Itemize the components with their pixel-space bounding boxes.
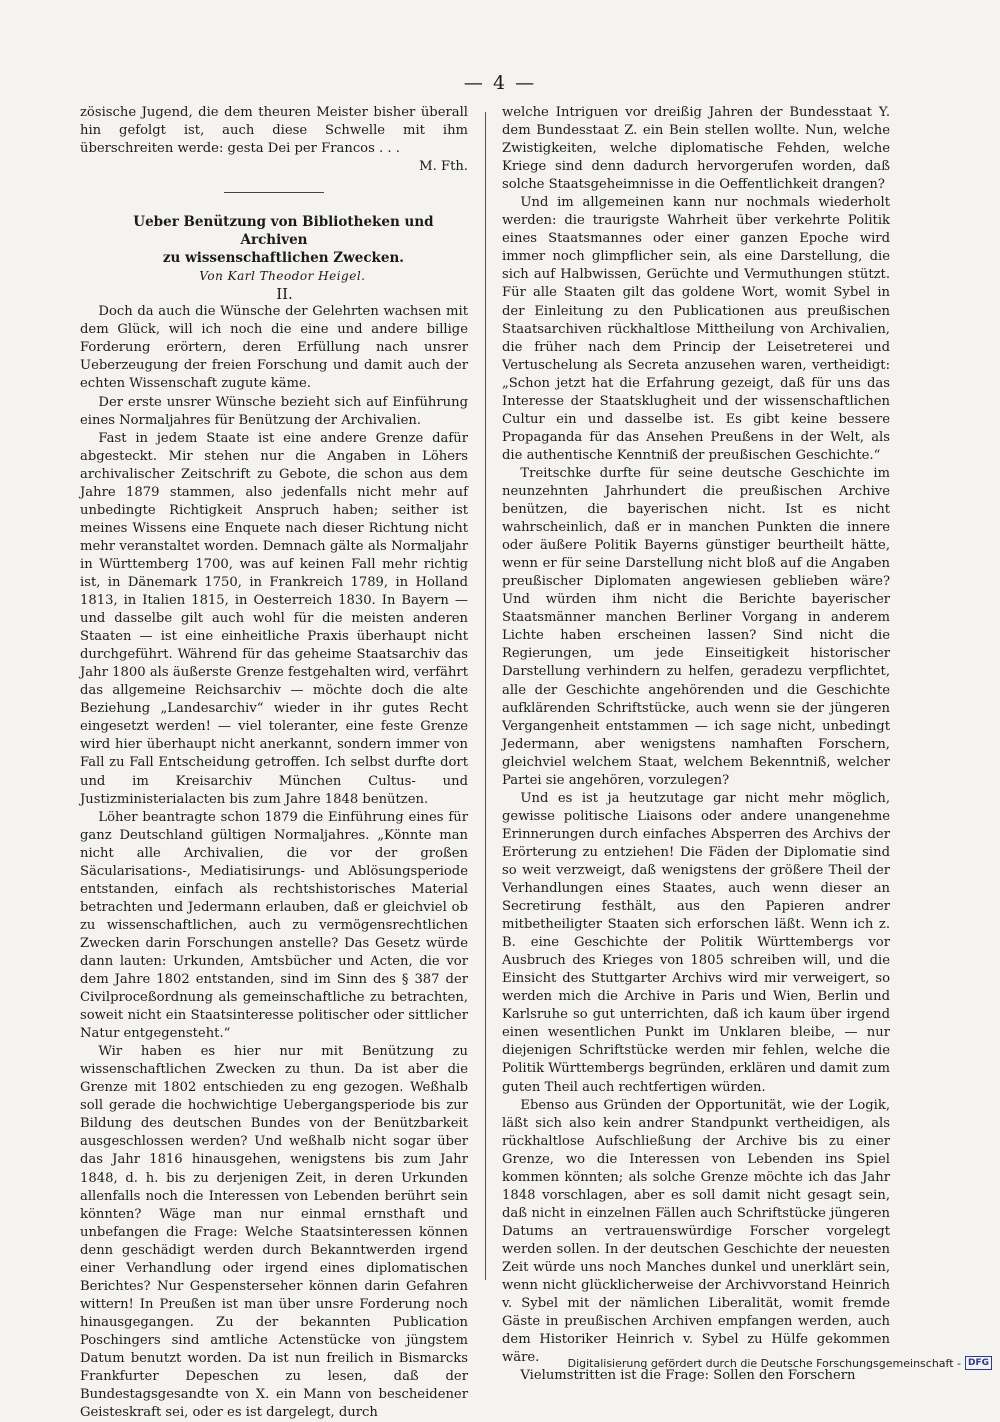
section-divider	[224, 192, 324, 193]
text-paragraph: Treitschke durfte für seine deutsche Geschichte im neunzehnten Jahrhundert die preußischen Archive benützen, die bayerischen nicht. Ist es nicht wahrscheinlich, daß er in manchen Punkten die innere oder äußere Politik Bayerns günstiger beurtheilt hätte, wenn er für seine Darstellung nicht bloß auf die Angaben preußischer Diplomaten angewiesen geblieben wäre? Und würden ihm nicht die Berichte bayerischer Staatsmänner manchen Berliner Vorgang in anderem Lichte haben erscheinen lassen? Sind nicht die Regierungen, um jede Einseitigkeit historischer Darstellung verhindern zu helfen, geradezu verpflichtet, alle der Geschichte angehörenden und die Geschichte aufklärenden Schriftstücke, auch wenn sie der jüngeren Vergangenheit entstammen — ich sage nicht, unbedingt Jedermann, aber wenigstens namhaften Forschern, gleichviel welchem Staat, welchem Bekenntniß, welcher Partei sie angehören, vorzulegen?	[502, 465, 890, 788]
article-part-number: II.	[276, 285, 293, 304]
page-number: — 4 —	[463, 72, 537, 94]
text-paragraph: Und im allgemeinen kann nur nochmals wiederholt werden: die traurigste Wahrheit über verkehrte Politik eines Staatsmannes oder einer ganzen Epoche wird immer noch glimpflicher sein, als eine Darstellung, die sich auf Halbwissen, Gerüchte und Vermuthungen stützt. Für alle Staaten gilt das goldene Wort, womit Sybel in der Einleitung zu den Publicationen aus preußischen Staatsarchiven rückhaltlose Mittheilung von Archivalien, die früher nach dem Princip der Leisetreterei und Vertuschelung als Secreta anzusehen waren, vertheidigt: „Schon jetzt hat die Erfahrung gezeigt, daß für uns das Interesse der Staatsklugheit und der wissenschaftlichen Cultur ein und dasselbe ist. Es gibt keine bessere Propaganda für das Ansehen Preußens in der Welt, als die authentische Kenntniß der preußischen Geschichte.“	[502, 195, 890, 463]
article-title-line-2: zu wissenschaftlichen Zwecken.	[162, 250, 404, 267]
text-paragraph: Vielumstritten ist die Frage: Sollen den Forschern	[520, 1368, 856, 1384]
footer-text: Digitalisierung gefördert durch die Deutsche Forschungsgemeinschaft -	[567, 1356, 961, 1370]
text-paragraph: Und es ist ja heutzutage gar nicht mehr möglich, gewisse politische Liaisons oder andere unangenehme Erinnerungen durch einfaches Absperren des Archivs der Erörterung zu entziehen! Die Fäden der Diplomatie sind so weit verzweigt, daß wenigstens der größere Theil der Verhandlungen eines Staates, auch wenn dieser an Secretirung festhält, aus den Papieren andrer mitbetheiligter Staaten sich erforschen läßt. Wenn ich z. B. eine Geschichte der Politik Württembergs vor Ausbruch des Krieges von 1805 schreiben will, und die Einsicht des Stuttgarter Archivs wird mir verweigert, so werden mich die Archive in Paris und Wien, Berlin und Karlsruhe so gut unterrichten, daß ich kaum über irgend einen wesentlichen Punkt im Unklaren bleibe, — nur diejenigen Schriftstücke werden mir fehlen, welche die Politik Württembergs begründen, erklären und damit zum guten Theil auch rechtfertigen würden.	[502, 790, 890, 1095]
text-paragraph: Wir haben es hier nur mit Benützung zu wissenschaftlichen Zwecken zu thun. Da ist aber die Grenze mit 1802 entschieden zu eng gezogen. Weßhalb soll gerade die hochwichtige Uebergangsperiode bis zur Bildung des deutschen Bundes von der Benützbarkeit ausgeschlossen werden? Und weßhalb nicht sogar über das Jahr 1816 hinausgehen, wenigstens bis zum Jahr 1848, d. h. bis zu derjenigen Zeit, in deren Urkunden allenfalls noch die Interessen von Lebenden berührt sein könnten? Wäge man nur einmal ernsthaft und unbefangen die Frage: Welche Staatsinteressen können denn geschädigt werden durch Bekanntwerden irgend einer Verhandlung oder irgend eines diplomatischen Berichtes? Nur Gespensterseher können darin Gefahren wittern! In Preußen ist man über unsre Forderung noch hinausgegangen. Zu der bekannten Publication Poschingers sind amtliche Actenstücke von jüngstem Datum benutzt worden. Da ist nun freilich in Bismarcks Frankfurter Depeschen zu lesen, daß der Bundestagsgesandte von X. ein Mann von bescheidener Geisteskraft sei, oder es ist dargelegt, durch	[80, 1044, 468, 1421]
text-paragraph: Ebenso aus Gründen der Opportunität, wie der Logik, läßt sich also kein andrer Standpunkt vertheidigen, als rückhaltlose Aufschließung der Archive bis zu einer Grenze, wo die Interessen von Lebenden ins Spiel kommen könnten; als solche Grenze möchte ich das Jahr 1848 vorschlagen, aber es soll damit nicht gesagt sein, daß nicht in einzelnen Fällen auch Schriftstücke jüngeren Datums an vertrauenswürdige Forscher vorgelegt werden sollen. In der deutschen Geschichte der neuesten Zeit würde uns noch Manches dunkel und unerklärt sein, wenn nicht glücklicherweise der Archivvorstand Heinrich v. Sybel mit der nämlichen Liberalität, womit fremde Gäste in preußischen Archiven empfangen werden, auch dem Historiker Heinrich v. Sybel zu Hülfe gekommen wäre.	[502, 1097, 890, 1366]
dfg-logo-icon: DFG	[965, 1356, 992, 1370]
left-column	[80, 104, 468, 1422]
footer-credit	[568, 1356, 992, 1370]
right-column	[502, 104, 890, 1385]
text-paragraph: Der erste unsrer Wünsche bezieht sich auf Einführung eines Normaljahres für Benützung der Archivalien.	[80, 394, 468, 428]
text-paragraph: Löher beantragte schon 1879 die Einführung eines für ganz Deutschland gültigen Normaljahres. „Könnte man nicht alle Archivalien, die vor der großen Säcularisations-, Mediatisirungs- und Ablösungsperiode entstanden, einfach als rechtshistorisches Material betrachten und Jedermann erlauben, daß er gleichviel ob zu wissenschaftlichen, auch zu vermögensrechtlichen Zwecken darin Forschungen anstelle? Das Gesetz würde dann lauten: Urkunden, Amtsbücher und Acten, die vor dem Jahre 1802 entstanden, sind im Sinn des § 387 der Civilproceßordnung als gemeinschaftliche zu betrachten, soweit nicht ein Staatsinteresse politischer oder sittlicher Natur entgegensteht.“	[80, 809, 468, 1042]
article-author: Von Karl Theodor Heigel.	[199, 269, 366, 284]
text-paragraph: Doch da auch die Wünsche der Gelehrten wachsen mit dem Glück, will ich noch die eine und andere billige Forderung erörtern, deren Erfüllung nach unsrer Ueberzeugung der freien Forschung und damit auch der echten Wissenschaft zugute käme.	[80, 304, 468, 392]
article-title: Ueber Benützung von Bibliotheken und Archiven	[133, 214, 434, 249]
text-paragraph: welche Intriguen vor dreißig Jahren der Bundesstaat Y. dem Bundesstaat Z. ein Bein stellen wollte. Nun, welche Zwistigkeiten, welche diplomatische Fehden, welche Kriege sind denn dadurch hervorgerufen worden, daß solche Staatsgeheimnisse in die Oeffentlichkeit drangen?	[502, 105, 890, 193]
text-paragraph: zösische Jugend, die dem theuren Meister bisher überall hin gefolgt ist, auch diese Schwelle mit ihm überschreiten werde: gesta Dei per Francos . . .	[80, 105, 468, 157]
signature: M. Fth.	[419, 159, 468, 175]
text-paragraph: Fast in jedem Staate ist eine andere Grenze dafür abgesteckt. Mir stehen nur die Angaben in Löhers archivalischer Zeitschrift zu Gebote, die schon aus dem Jahre 1879 stammen, also jedenfalls nicht mehr auf unbedingte Richtigkeit Anspruch haben; seither ist meines Wissens eine Enquete nach dieser Richtung nicht mehr veranstaltet worden. Demnach gälte als Normaljahr in Württemberg 1700, was auf keinen Fall mehr richtig ist, in Dänemark 1750, in Frankreich 1789, in Holland 1813, in Italien 1815, in Oesterreich 1830. In Bayern — und dasselbe gilt auch wohl für die meisten anderen Staaten — ist eine einheitliche Praxis überhaupt nicht durchgeführt. Während für das geheime Staatsarchiv das Jahr 1800 als äußerste Grenze festgehalten wird, verfährt das allgemeine Reichsarchiv — möchte doch die alte Beziehung „Landesarchiv“ wieder in ihr gutes Recht eingesetzt werden! — viel toleranter, eine feste Grenze wird hier überhaupt nicht anerkannt, sondern immer von Fall zu Fall Entscheidung getroffen. Ich selbst durfte dort und im Kreisarchiv München Cultus- und Justizministerialacten bis zum Jahre 1848 benützen.	[80, 430, 468, 807]
column-divider	[485, 112, 486, 1280]
